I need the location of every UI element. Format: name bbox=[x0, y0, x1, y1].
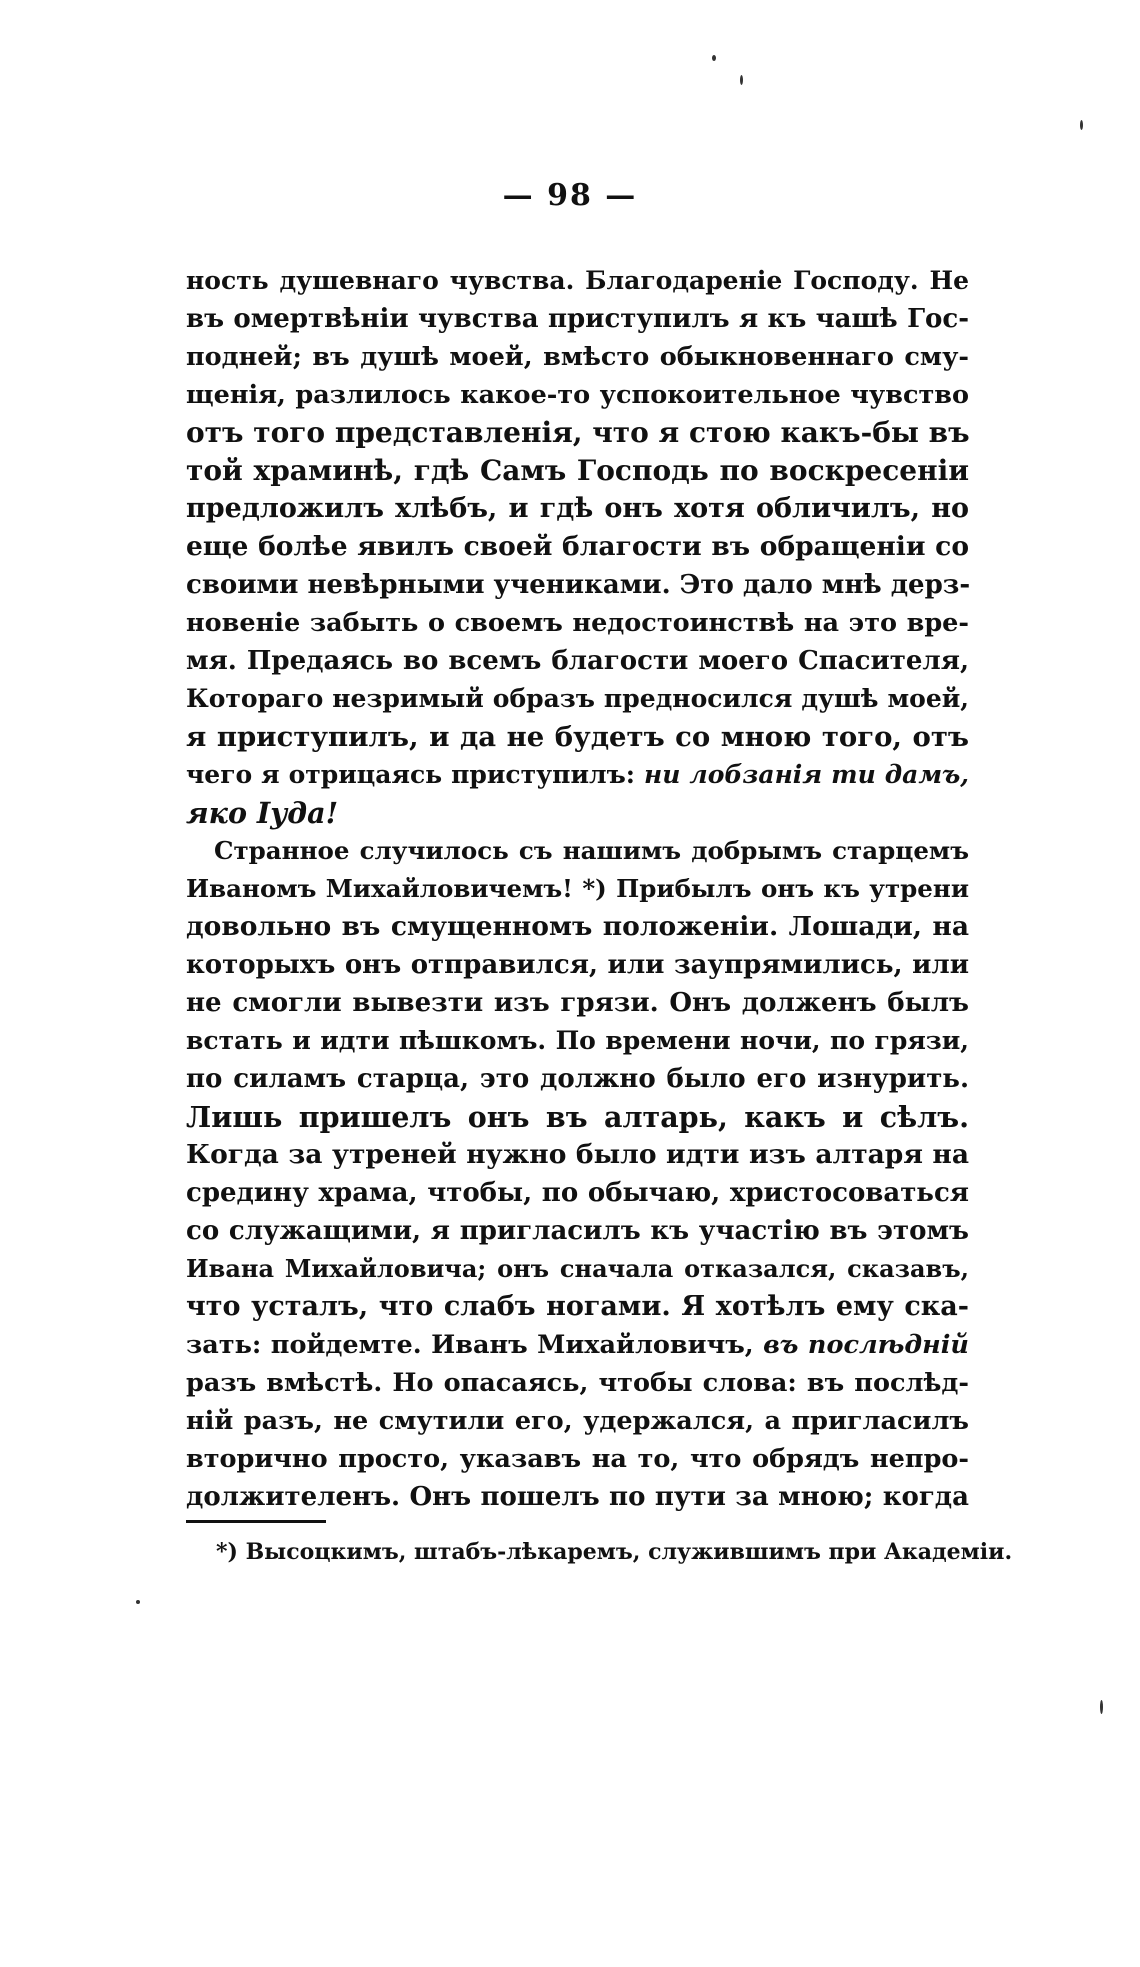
text-line bbox=[186, 1098, 969, 1136]
text-line-roman: мя. Предаясь во всемъ благости моего Спасителя, bbox=[186, 646, 969, 676]
text-line-roman: новеніе забыть о своемъ недостоинствѣ на это вре- bbox=[186, 608, 969, 638]
scan-speck bbox=[712, 55, 716, 61]
text-line-italic: въ послѣдній bbox=[763, 1330, 969, 1360]
scan-speck bbox=[1080, 120, 1083, 130]
text-line bbox=[186, 718, 969, 756]
text-line-roman: еще болѣе явилъ своей благости въ обращеніи со bbox=[186, 531, 969, 562]
text-line-roman: что усталъ, что слабъ ногами. Я хотѣлъ ему ска- bbox=[186, 1291, 969, 1322]
text-line bbox=[186, 1288, 969, 1326]
text-line-roman: отъ того представленія, что я стою какъ-бы въ bbox=[186, 416, 970, 449]
text-line bbox=[186, 1060, 969, 1098]
text-line-italic: ни лобзанія ти дамъ, bbox=[644, 760, 969, 789]
text-line-roman: Странное случилось съ нашимъ добрымъ старцемъ bbox=[214, 836, 969, 865]
text-line bbox=[186, 414, 969, 452]
text-line bbox=[186, 528, 969, 566]
text-line bbox=[186, 1364, 969, 1402]
text-line bbox=[186, 566, 969, 604]
text-line bbox=[186, 1326, 969, 1364]
footnote: *) Высоцкимъ, штабъ-лѣкаремъ, служившимъ при Академіи. bbox=[216, 1539, 1013, 1565]
text-line-roman: той храминѣ, гдѣ Самъ Господь по воскресеніи bbox=[186, 454, 969, 487]
text-line bbox=[186, 946, 969, 984]
text-line-roman: щенія, разлилось какое-то успокоительное чувство bbox=[186, 380, 969, 410]
text-line bbox=[186, 452, 969, 490]
body-text bbox=[186, 262, 969, 1516]
text-line bbox=[186, 1250, 969, 1288]
footnote-rule bbox=[186, 1520, 326, 1523]
text-line-roman: чего я отрицаясь приступилъ: bbox=[186, 760, 636, 789]
text-line bbox=[186, 832, 969, 870]
text-line-roman: которыхъ онъ отправился, или заупрямились, или bbox=[186, 950, 969, 980]
text-line bbox=[186, 1478, 969, 1516]
text-line bbox=[186, 262, 969, 300]
text-line-roman: по силамъ старца, это должно было его изнурить. bbox=[186, 1064, 969, 1094]
text-line-roman: Котораго незримый образъ предносился душѣ моей, bbox=[186, 684, 969, 713]
text-line bbox=[186, 604, 969, 642]
text-line bbox=[186, 338, 969, 376]
text-line-roman: Когда за утреней нужно было идти изъ алтаря на bbox=[186, 1139, 969, 1170]
text-line bbox=[186, 870, 969, 908]
text-line-roman: средину храма, чтобы, по обычаю, христосоваться bbox=[186, 1178, 969, 1208]
text-line bbox=[186, 1402, 969, 1440]
text-line-roman: вторично просто, указавъ на то, что обрядъ непро- bbox=[186, 1444, 969, 1474]
text-line-roman: зать: пойдемте. Иванъ Михайловичъ, bbox=[186, 1330, 754, 1360]
text-line bbox=[186, 490, 969, 528]
scan-speck bbox=[740, 75, 743, 85]
text-line-roman: довольно въ смущенномъ положеніи. Лошади, на bbox=[186, 911, 969, 942]
text-line-roman: Ивана Михайловича; онъ сначала отказался, сказавъ, bbox=[186, 1254, 969, 1283]
text-line bbox=[186, 1174, 969, 1212]
text-line bbox=[186, 680, 969, 718]
text-line-roman: ность душевнаго чувства. Благодареніе Господу. Не bbox=[186, 266, 969, 295]
text-line-roman: должителенъ. Онъ пошелъ по пути за мною; когда bbox=[186, 1482, 969, 1512]
text-line-roman: разъ вмѣстѣ. Но опасаясь, чтобы слова: въ послѣд- bbox=[186, 1368, 969, 1398]
text-line-roman: своими невѣрными учениками. Это дало мнѣ дерз- bbox=[186, 570, 971, 600]
text-line bbox=[186, 1212, 969, 1250]
text-line-roman: Лишь пришелъ онъ въ алтарь, какъ и сѣлъ. bbox=[186, 1100, 969, 1134]
text-line bbox=[186, 794, 969, 832]
text-line-roman: предложилъ хлѣбъ, и гдѣ онъ хотя обличилъ, но bbox=[186, 493, 969, 524]
text-line-italic: яко Іуда! bbox=[186, 796, 339, 830]
text-line-roman: встать и идти пѣшкомъ. По времени ночи, по грязи, bbox=[186, 1026, 969, 1055]
text-line bbox=[186, 984, 969, 1022]
text-line bbox=[186, 908, 969, 946]
text-line bbox=[186, 1136, 969, 1174]
text-line-roman: я приступилъ, и да не будетъ со мною того, отъ bbox=[186, 721, 969, 753]
text-line bbox=[186, 376, 969, 414]
text-line bbox=[186, 300, 969, 338]
text-line bbox=[186, 1440, 969, 1478]
text-line bbox=[186, 642, 969, 680]
text-line-roman: подней; въ душѣ моей, вмѣсто обыкновеннаго сму- bbox=[186, 342, 969, 372]
scan-speck bbox=[1100, 1700, 1103, 1714]
text-line-roman: не смогли вывезти изъ грязи. Онъ долженъ былъ bbox=[186, 988, 969, 1018]
page-number: — 98 — bbox=[502, 178, 638, 213]
text-line-roman: ній разъ, не смутили его, удержался, а пригласилъ bbox=[186, 1406, 969, 1436]
text-line bbox=[186, 756, 969, 794]
scan-speck bbox=[136, 1600, 140, 1604]
text-line bbox=[186, 1022, 969, 1060]
text-line-roman: со служащими, я пригласилъ къ участію въ этомъ bbox=[186, 1216, 969, 1246]
text-line-roman: въ омертвѣніи чувства приступилъ я къ чашѣ Гос- bbox=[186, 304, 969, 334]
text-line-roman: Иваномъ Михайловичемъ! *) Прибылъ онъ къ утрени bbox=[186, 874, 969, 903]
